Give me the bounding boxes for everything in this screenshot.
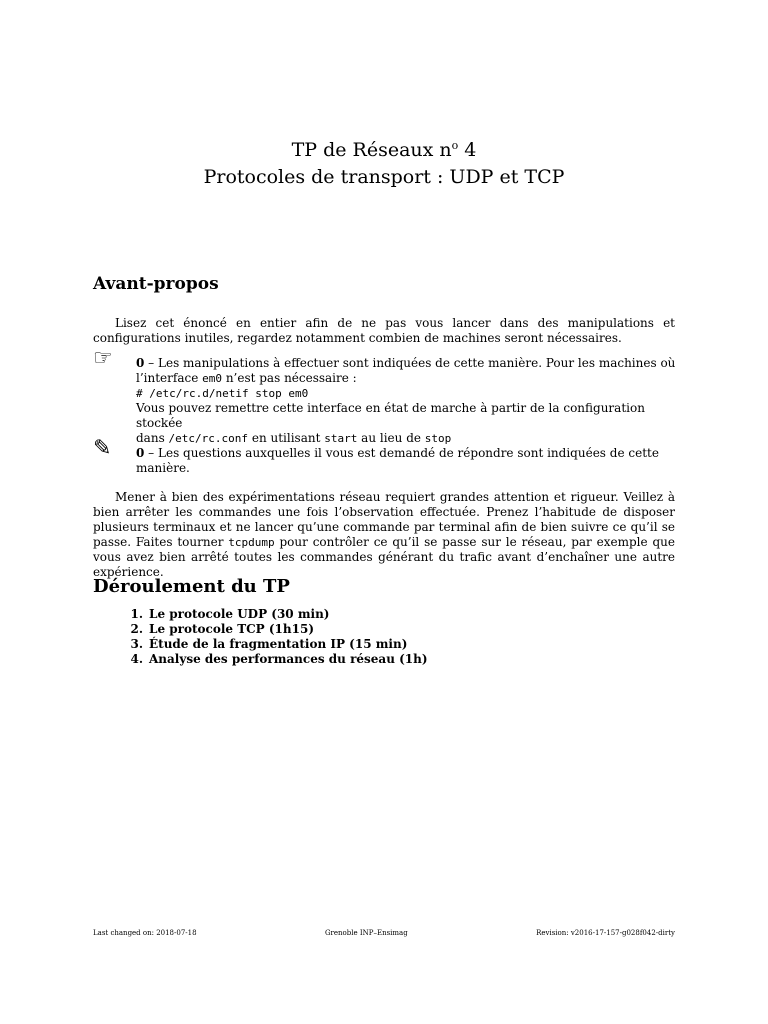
session-plan-list — [122, 607, 428, 667]
footer-last-changed: Last changed on: 2018-07-18 — [93, 929, 197, 937]
intro-paragraph: Lisez cet énoncé en entier afin de ne pas vous lancer dans des manipulations et configurations inutiles, regardez notamment combien de machines seront nécessaires. — [93, 316, 675, 345]
page-footer — [93, 929, 675, 937]
pencil-icon: ✎ — [93, 436, 112, 461]
title-line-1: TP de Réseaux $n^o$ 4 — [291, 139, 477, 161]
list-item: 4. Analyse des performances du réseau (1h) — [130, 652, 428, 666]
section-heading-avant-propos: Avant-propos — [93, 274, 219, 294]
footer-revision: Revision: v2016-17-157-g028f042-dirty — [536, 929, 675, 937]
pointing-hand-icon: ☞ — [93, 346, 113, 371]
rigor-paragraph: Mener à bien des expérimentations réseau requiert grandes attention et rigueur. Veillez à bien arrêter les commandes une fois l’observation effectuée. Prenez l’habitude de disposer plusieurs terminaux et ne lancer qu’une commande par terminal afin de bien suivre ce qu’il se passe. Faites tourner tcpdump pour contrôler ce qu’il se passe sur le réseau, par exemple que vous avez bien arrêté toutes les commandes générant du trafic avant d’enchaîner une autre expérience. — [93, 490, 675, 579]
list-item: 1. Le protocole UDP (30 min) — [130, 607, 330, 621]
document-title — [0, 132, 768, 191]
section-heading-deroulement: Déroulement du TP — [93, 576, 290, 597]
footer-institution: Grenoble INP–Ensimag — [324, 929, 408, 937]
document-page: TP de Réseaux $n^o$ 4 Protocoles de transport : UDP et TCP Avant-propos Lisez cet énoncé en entier afin de ne pas vous lancer dans des manipulations et configurations inutiles, regardez notamment combien de machines seront nécessaires. ☞ 0 – Les manipulations à effectuer sont indiquées de cette manière. Pour les machines où l’interface em0 n’est pas nécessaire : # /etc/rc.d/netif stop em0 Vous pouvez remettre cette interface en état de marche à partir de la configuration stockée dans /etc/rc.conf en utilisant start au lieu de stop ✎ 0 – Les questions auxquelles il vous est demandé de répondre sont indiquées de cette manière. Mener à bien des expérimentations réseau requiert grandes attention et rigueur. Veillez à bien arrêter les commandes une fois l’observation effectuée. Prenez l’habitude de disposer plusieurs terminaux et ne lancer qu’une commande par terminal afin de bien suivre ce qu’il se passe. Faites tourner tcpdump pour contrôler ce qu’il se passe sur le réseau, par exemple que vous avez bien arrêté toutes les commandes générant du trafic avant d’enchaîner une autre expérience. Déroulement du TP 1. Le protocole UDP (30 min) 2. Le protocole TCP (1h15) 3. Étude de la fragmentation IP (15 min) 4. Analyse des performances du réseau (1h) Last changed on: 2018-07-18 Grenoble INP–Ensimag Revision: v2016-17-157-g028f042-dirty — [0, 0, 768, 1024]
list-item: 2. Le protocole TCP (1h15) — [130, 622, 315, 636]
title-line-2: Protocoles de transport : UDP et TCP — [203, 166, 565, 188]
list-item: 3. Étude de la fragmentation IP (15 min) — [130, 637, 408, 651]
command-line: # /etc/rc.d/netif stop em0 — [136, 387, 309, 400]
